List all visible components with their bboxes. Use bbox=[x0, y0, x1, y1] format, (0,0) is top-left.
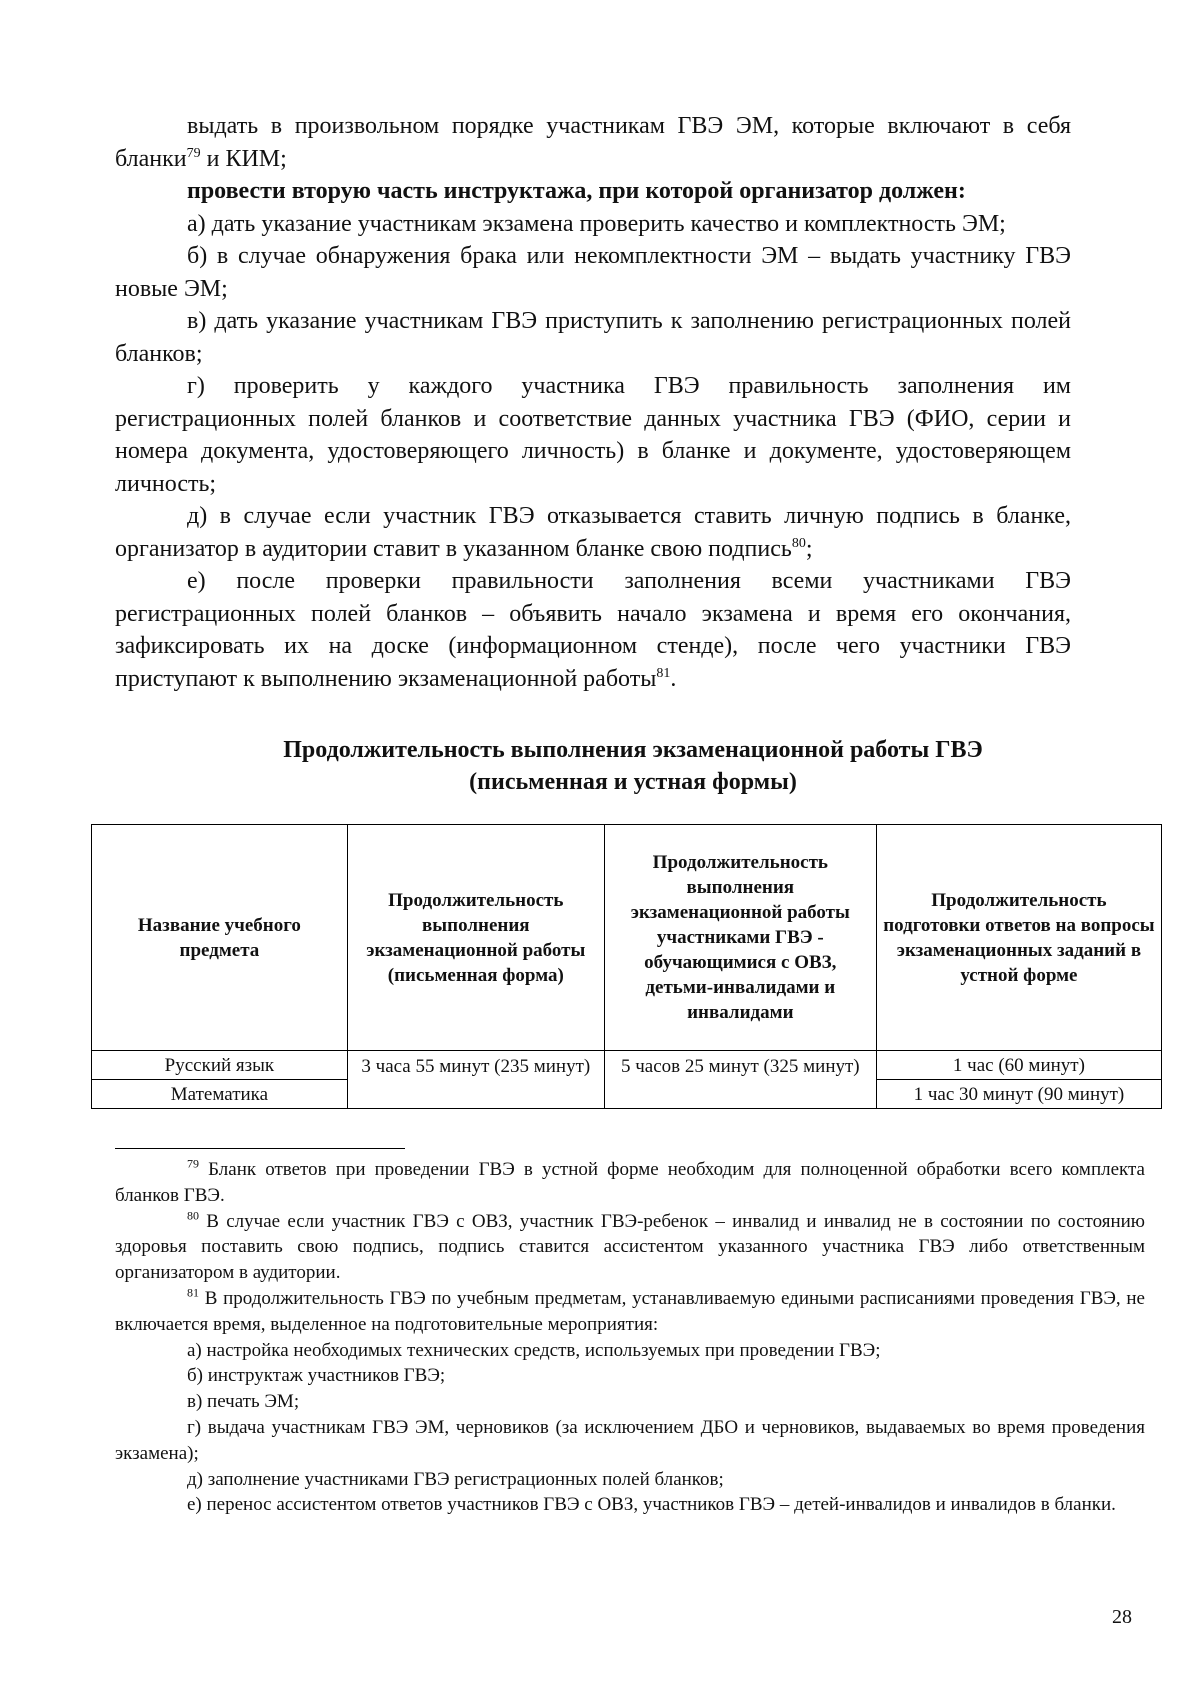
table-header-row bbox=[92, 825, 1162, 1051]
cell-written-duration: 3 часа 55 минут (235 минут) bbox=[347, 1051, 604, 1109]
list-item-a: а) дать указание участникам экзамена проверить качество и комплектность ЭМ; bbox=[187, 210, 1006, 237]
footnote-81: $^{81}$ В продолжительность ГВЭ по учебным предметам, устанавливаемую едиными расписаниями проведения ГВЭ, не включается время, выделенное на подготовительные мероприятия: bbox=[115, 1285, 1145, 1335]
footnote-list-item: б) инструктаж участников ГВЭ; bbox=[187, 1365, 446, 1387]
main-text bbox=[115, 110, 1071, 695]
footnote-list-item: г) выдача участникам ГВЭ ЭМ, черновиков (за исключением ДБО и черновиков, выдаваемых во время проведения экзамена); bbox=[115, 1416, 1145, 1464]
footnote-79: $^{79}$ Бланк ответов при проведении ГВЭ в устной форме необходим для полноценной обработки всего комплекта бланков ГВЭ. bbox=[115, 1156, 1145, 1206]
cell-subject: Математика bbox=[92, 1080, 348, 1109]
cell-oral-duration: 1 час (60 минут) bbox=[876, 1051, 1161, 1080]
cell-subject: Русский язык bbox=[92, 1051, 348, 1080]
footnote-list-item: д) заполнение участниками ГВЭ регистрационных полей бланков; bbox=[187, 1468, 724, 1490]
list-item-b: б) в случае обнаружения брака или некомплектности ЭМ – выдать участнику ГВЭ новые ЭМ; bbox=[115, 243, 1071, 302]
footnote-80: $^{80}$ В случае если участник ГВЭ с ОВЗ, участник ГВЭ-ребенок – инвалид и инвалид не в состоянии по состоянию здоровья поставить свою подпись, подпись ставится ассистентом указанного участника ГВЭ либо ответственным организатором в аудитории. bbox=[115, 1208, 1145, 1284]
header-subject: Название учебного предмета bbox=[92, 825, 348, 1051]
footnote-list-item: а) настройка необходимых технических средств, используемых при проведении ГВЭ; bbox=[187, 1339, 881, 1361]
list-item-d: д) в случае если участник ГВЭ отказывается ставить личную подпись в бланке, организатор в аудитории ставит в указанном бланке свою подпись$^{80}$; bbox=[115, 503, 1071, 562]
footnote-list-item: е) перенос ассистентом ответов участников ГВЭ с ОВЗ, участников ГВЭ – детей-инвалидов и инвалидов в бланки. bbox=[187, 1494, 1116, 1516]
table-row bbox=[92, 1051, 1162, 1080]
cell-oral-duration: 1 час 30 минут (90 минут) bbox=[876, 1080, 1161, 1109]
header-ovz-duration: Продолжительность выполнения экзаменационной работы участниками ГВЭ - обучающимися с ОВЗ, детьми-инвалидами и инвалидами bbox=[604, 825, 876, 1051]
exam-duration-table bbox=[91, 824, 1162, 1109]
list-item-g: г) проверить у каждого участника ГВЭ правильность заполнения им регистрационных полей бланков и соответствие данных участника ГВЭ (ФИО, серии и номера документа, удостоверяющего личность) в бланке и документе, удостоверяющем личность; bbox=[115, 373, 1071, 497]
footnote-ref-80: 80 bbox=[791, 535, 806, 551]
header-written-duration: Продолжительность выполнения экзаменационной работы (письменная форма) bbox=[347, 825, 604, 1051]
cell-ovz-duration: 5 часов 25 минут (325 минут) bbox=[604, 1051, 876, 1109]
page-number: 28 bbox=[1112, 1606, 1132, 1628]
paragraph-second-briefing: провести вторую часть инструктажа, при которой организатор должен: bbox=[187, 178, 966, 204]
footnote-list-item: в) печать ЭМ; bbox=[187, 1391, 300, 1413]
header-oral-duration: Продолжительность подготовки ответов на вопросы экзаменационных заданий в устной форме bbox=[876, 825, 1161, 1051]
footnote-ref-81: 81 bbox=[656, 665, 671, 681]
footnote-separator bbox=[115, 1148, 405, 1149]
list-item-e: е) после проверки правильности заполнения всеми участниками ГВЭ регистрационных полей бланков – объявить начало экзамена и время его окончания, зафиксировать их на доске (информационном стенде), после чего участники ГВЭ приступают к выполнению экзаменационной работы$^{81}$. bbox=[115, 568, 1071, 692]
table-title: Продолжительность выполнения экзаменационной работы ГВЭ (письменная и устная формы) bbox=[283, 737, 983, 795]
footnotes bbox=[115, 1157, 1145, 1518]
footnote-ref-79: 79 bbox=[186, 145, 201, 161]
list-item-v: в) дать указание участникам ГВЭ приступить к заполнению регистрационных полей бланков; bbox=[115, 308, 1071, 367]
paragraph-issue-materials: выдать в произвольном порядке участникам ГВЭ ЭМ, которые включают в себя бланки$^{79}$ и КИМ; bbox=[115, 113, 1071, 172]
